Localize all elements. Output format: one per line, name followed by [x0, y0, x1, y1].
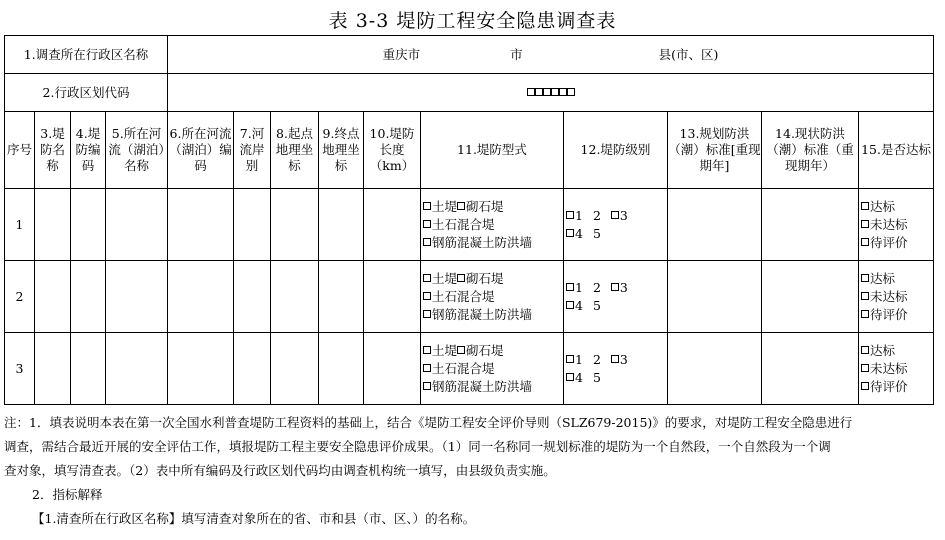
river-name-cell[interactable]	[106, 261, 168, 333]
start-coord-cell[interactable]	[271, 333, 319, 405]
dike-grade-options	[564, 261, 668, 333]
river-code-cell[interactable]	[168, 189, 234, 261]
checkbox-icon	[861, 310, 869, 318]
compliance-option-pending[interactable]: 待评价	[861, 235, 908, 250]
compliance-option-no[interactable]: 未达标	[861, 361, 908, 376]
dike-name-cell[interactable]	[35, 189, 71, 261]
grade-option-2[interactable]: 2	[592, 279, 601, 295]
checkbox-icon	[566, 229, 574, 237]
river-name-cell[interactable]	[106, 189, 168, 261]
header-cell: 5.所在河流（湖泊）名称	[106, 112, 168, 189]
table-row	[5, 189, 934, 261]
header-cell: 3.堤防名称	[35, 112, 71, 189]
checkbox-icon	[861, 220, 869, 228]
grade-option-3[interactable]: 3	[611, 280, 628, 295]
type-option-masonry[interactable]: 砌石堤	[457, 343, 504, 358]
header-cell: 7.河流岸别	[234, 112, 271, 189]
type-option-masonry[interactable]: 砌石堤	[457, 199, 504, 214]
grade-option-4[interactable]: 4	[566, 370, 583, 385]
city-text: 市	[510, 46, 523, 62]
end-coord-cell[interactable]	[319, 189, 364, 261]
checkbox-icon	[423, 220, 431, 228]
length-cell[interactable]	[364, 189, 421, 261]
planned-standard-cell[interactable]	[668, 189, 762, 261]
checkbox-icon	[861, 202, 869, 210]
compliance-option-yes[interactable]: 达标	[861, 199, 895, 214]
dike-grade-options	[564, 333, 668, 405]
grade-option-2[interactable]: 2	[592, 351, 601, 367]
grade-option-3[interactable]: 3	[611, 352, 628, 367]
grade-option-2[interactable]: 2	[592, 207, 601, 223]
compliance-option-pending[interactable]: 待评价	[861, 307, 908, 322]
start-coord-cell[interactable]	[271, 261, 319, 333]
note-line: 查对象，填写清查表。（2）表中所有编码及行政区划代码均由调查机构统一填写，由县级负责实施。	[4, 463, 556, 478]
river-bank-cell[interactable]	[234, 333, 271, 405]
header-cell: 13.规划防洪（潮）标准[重现期年]	[668, 112, 762, 189]
compliance-options	[859, 333, 934, 405]
checkbox-icon	[527, 88, 535, 96]
checkbox-icon	[543, 88, 551, 96]
grade-option-4[interactable]: 4	[566, 226, 583, 241]
checkbox-icon	[611, 355, 619, 363]
checkbox-icon	[423, 364, 431, 372]
header-cell: 9.终点地理坐标	[319, 112, 364, 189]
table-row	[5, 261, 934, 333]
compliance-option-no[interactable]: 未达标	[861, 217, 908, 232]
header-cell: 6.所在河流（湖泊）编码	[168, 112, 234, 189]
river-code-cell[interactable]	[168, 261, 234, 333]
grade-option-1[interactable]: 1	[566, 352, 583, 367]
code-checkbox-group	[527, 85, 575, 100]
row-number: 3	[5, 333, 35, 405]
type-option-concrete-wall[interactable]: 钢筋混凝土防洪墙	[423, 307, 532, 322]
planned-standard-cell[interactable]	[668, 261, 762, 333]
dike-code-cell[interactable]	[71, 333, 106, 405]
end-coord-cell[interactable]	[319, 333, 364, 405]
dike-type-options	[421, 189, 564, 261]
checkbox-icon	[457, 274, 465, 282]
checkbox-icon	[611, 211, 619, 219]
note-line: 2．指标解释	[32, 487, 103, 502]
header-cell: 12.堤防级别	[564, 112, 668, 189]
header-cell: 15.是否达标	[859, 112, 934, 189]
grade-option-5[interactable]: 5	[592, 225, 601, 241]
checkbox-icon	[566, 373, 574, 381]
checkbox-icon	[567, 88, 575, 96]
table-row	[5, 333, 934, 405]
compliance-option-no[interactable]: 未达标	[861, 289, 908, 304]
grade-option-4[interactable]: 4	[566, 298, 583, 313]
river-code-cell[interactable]	[168, 333, 234, 405]
type-option-concrete-wall[interactable]: 钢筋混凝土防洪墙	[423, 235, 532, 250]
row-number: 1	[5, 189, 35, 261]
type-option-earth[interactable]: 土堤	[423, 199, 457, 214]
province-text: 重庆市	[382, 46, 421, 62]
compliance-option-yes[interactable]: 达标	[861, 271, 895, 286]
dike-grade-options	[564, 189, 668, 261]
county-text: 县(市、区)	[658, 46, 719, 62]
length-cell[interactable]	[364, 261, 421, 333]
length-cell[interactable]	[364, 333, 421, 405]
type-option-mixed[interactable]: 土石混合堤	[423, 289, 495, 304]
river-name-cell[interactable]	[106, 333, 168, 405]
header-cell: 4.堤防编码	[71, 112, 106, 189]
checkbox-icon	[423, 274, 431, 282]
checkbox-icon	[861, 292, 869, 300]
grade-option-1[interactable]: 1	[566, 208, 583, 223]
admin-code-label: 2.行政区划代码	[5, 74, 168, 112]
current-standard-cell[interactable]	[762, 189, 859, 261]
current-standard-cell[interactable]	[762, 333, 859, 405]
type-option-concrete-wall[interactable]: 钢筋混凝土防洪墙	[423, 379, 532, 394]
checkbox-icon	[861, 382, 869, 390]
checkbox-icon	[861, 364, 869, 372]
dike-name-cell[interactable]	[35, 261, 71, 333]
info-row-admin-code	[5, 74, 934, 112]
table-title: 表 3-3 堤防工程安全隐患调查表	[328, 10, 617, 32]
compliance-option-yes[interactable]: 达标	[861, 343, 895, 358]
grade-option-3[interactable]: 3	[611, 208, 628, 223]
note-line: 注：1．填表说明本表在第一次全国水利普查堤防工程资料的基础上，结合《堤防工程安全评价导则（SLZ679-2015)》的要求，对堤防工程安全隐患进行	[4, 415, 853, 430]
type-option-earth[interactable]: 土堤	[423, 343, 457, 358]
dike-type-options	[421, 261, 564, 333]
compliance-options	[859, 261, 934, 333]
current-standard-cell[interactable]	[762, 261, 859, 333]
compliance-option-pending[interactable]: 待评价	[861, 379, 908, 394]
dike-type-options	[421, 333, 564, 405]
checkbox-icon	[423, 292, 431, 300]
planned-standard-cell[interactable]	[668, 333, 762, 405]
checkbox-icon	[566, 355, 574, 363]
checkbox-icon	[423, 238, 431, 246]
type-option-mixed[interactable]: 土石混合堤	[423, 217, 495, 232]
compliance-options	[859, 189, 934, 261]
river-bank-cell[interactable]	[234, 189, 271, 261]
row-number: 2	[5, 261, 35, 333]
dike-code-cell[interactable]	[71, 261, 106, 333]
grade-option-5[interactable]: 5	[592, 369, 601, 385]
header-cell: 11.堤防型式	[421, 112, 564, 189]
header-cell: 8.起点地理坐标	[271, 112, 319, 189]
admin-name-label: 1.调查所在行政区名称	[5, 36, 168, 74]
checkbox-icon	[566, 211, 574, 219]
checkbox-icon	[559, 88, 567, 96]
checkbox-icon	[566, 283, 574, 291]
checkbox-icon	[423, 346, 431, 354]
table-notes	[4, 411, 934, 531]
checkbox-icon	[423, 382, 431, 390]
river-bank-cell[interactable]	[234, 261, 271, 333]
type-option-masonry[interactable]: 砌石堤	[457, 271, 504, 286]
checkbox-icon	[861, 346, 869, 354]
start-coord-cell[interactable]	[271, 189, 319, 261]
type-option-mixed[interactable]: 土石混合堤	[423, 361, 495, 376]
type-option-earth[interactable]: 土堤	[423, 271, 457, 286]
checkbox-icon	[457, 346, 465, 354]
note-line: 调查，需结合最近开展的安全评估工作，填报堤防工程主要安全隐患评价成果。（1）同一名称同一规划标准的堤防为一个自然段，一个自然段为一个调	[4, 439, 831, 454]
note-line: 【1.清查所在行政区名称】填写清查对象所在的省、市和县（市、区、）的名称。	[32, 511, 476, 526]
grade-option-5[interactable]: 5	[592, 297, 601, 313]
grade-option-1[interactable]: 1	[566, 280, 583, 295]
checkbox-icon	[551, 88, 559, 96]
admin-name-value[interactable]	[168, 36, 934, 74]
checkbox-icon	[566, 301, 574, 309]
checkbox-icon	[423, 310, 431, 318]
header-cell: 14.现状防洪（潮）标准（重现期年）	[762, 112, 859, 189]
info-row-admin-name	[5, 36, 934, 74]
checkbox-icon	[861, 238, 869, 246]
header-cell: 10.堤防长度（km）	[364, 112, 421, 189]
checkbox-icon	[423, 202, 431, 210]
dike-survey-table	[4, 35, 934, 405]
dike-name-cell[interactable]	[35, 333, 71, 405]
header-cell: 序号	[5, 112, 35, 189]
checkbox-icon	[611, 283, 619, 291]
admin-code-value[interactable]	[168, 74, 934, 112]
end-coord-cell[interactable]	[319, 261, 364, 333]
checkbox-icon	[861, 274, 869, 282]
checkbox-icon	[457, 202, 465, 210]
checkbox-icon	[535, 88, 543, 96]
header-row	[5, 112, 934, 189]
dike-code-cell[interactable]	[71, 189, 106, 261]
